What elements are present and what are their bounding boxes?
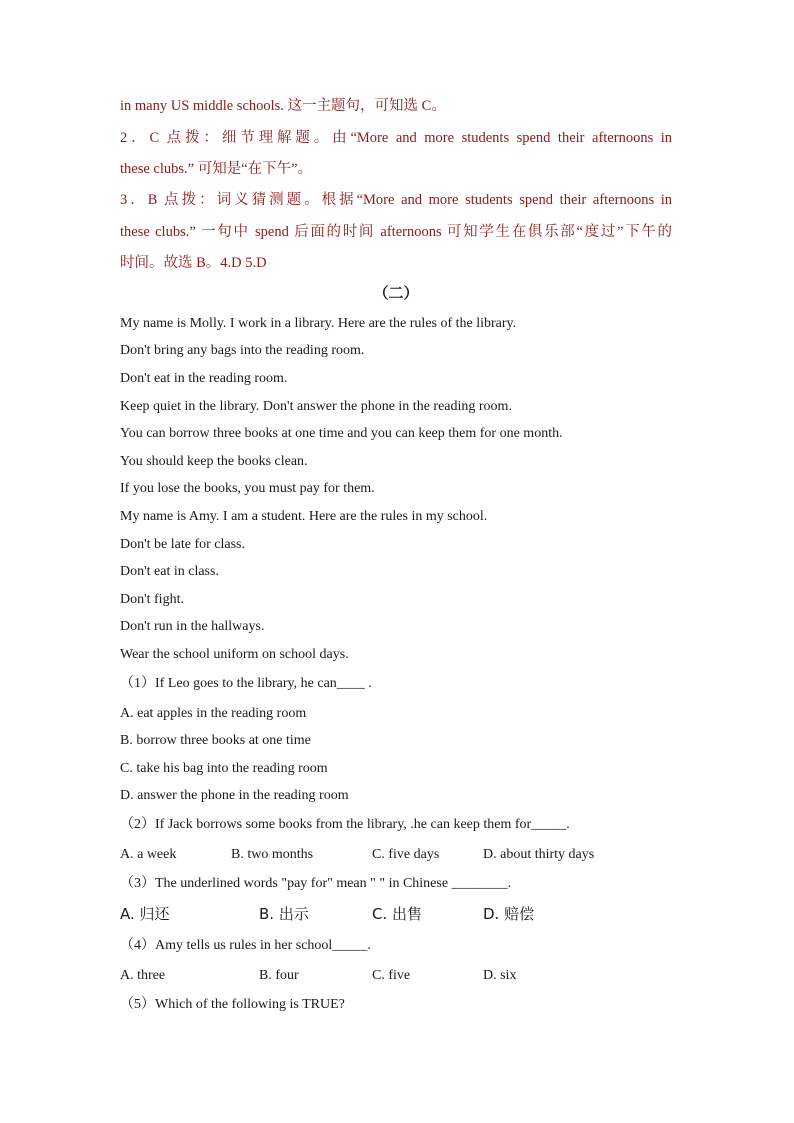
question-3-option-c: C. 出售 (372, 905, 423, 923)
answer-line-5: these clubs.” 一句中 spend 后面的时间 afternoons 可知学生在俱乐部“度过”下午的 (120, 224, 672, 240)
question-4-option-c: C. five (372, 968, 411, 983)
passage-line: If you lose the books, you must pay for them. (120, 481, 375, 496)
section-title: （二） (373, 286, 419, 302)
question-2-stem: （2）If Jack borrows some books from the library, .he can keep them for_____. (120, 817, 570, 832)
answer-line-1: in many US middle schools. 这一主题句，可知选 C。 (120, 98, 446, 114)
question-4-option-b: B. four (259, 968, 299, 983)
question-2-option-d: D. about thirty days (483, 847, 595, 862)
question-1-option-b: B. borrow three books at one time (120, 733, 311, 748)
question-4-option-d: D. six (483, 968, 517, 983)
question-4-stem: （4）Amy tells us rules in her school_____. (120, 938, 371, 953)
answer-line-6: 时间。故选 B。4.D 5.D (120, 255, 267, 271)
passage-line: Don't eat in class. (120, 564, 219, 579)
question-1-option-a: A. eat apples in the reading room (120, 706, 307, 721)
passage-line: You can borrow three books at one time and you can keep them for one month. (120, 426, 563, 441)
passage-line: Don't fight. (120, 592, 184, 607)
question-3-stem: （3）The underlined words "pay for" mean " " in Chinese ________. (120, 876, 512, 891)
question-4-option-a: A. three (120, 968, 166, 983)
passage-line: Wear the school uniform on school days. (120, 647, 349, 662)
question-3-option-d: D. 赔偿 (483, 905, 535, 923)
question-1-option-d: D. answer the phone in the reading room (120, 788, 349, 803)
passage-line: Keep quiet in the library. Don't answer the phone in the reading room. (120, 399, 512, 414)
answer-line-2: 2．C 点拨：细节理解题。由“More and more students spend their afternoons in (120, 130, 672, 146)
question-1-stem: （1）If Leo goes to the library, he can____ . (120, 676, 372, 691)
question-2-option-a: A. a week (120, 847, 177, 862)
answer-line-4: 3．B 点拨：词义猜测题。根据“More and more students spend their afternoons in (120, 192, 672, 208)
question-1-option-c: C. take his bag into the reading room (120, 761, 328, 776)
question-5-stem: （5）Which of the following is TRUE? (120, 997, 345, 1012)
passage-line: You should keep the books clean. (120, 454, 308, 469)
question-3-option-a: A. 归还 (120, 905, 170, 923)
passage-line: My name is Molly. I work in a library. Here are the rules of the library. (120, 316, 517, 331)
question-2-option-b: B. two months (231, 847, 314, 862)
passage-line: Don't be late for class. (120, 537, 245, 552)
question-3-option-b: B. 出示 (259, 905, 309, 923)
passage-line: My name is Amy. I am a student. Here are the rules in my school. (120, 509, 488, 524)
answer-line-3: these clubs.” 可知是“在下午”。 (120, 161, 313, 177)
passage-line: Don't bring any bags into the reading room. (120, 343, 365, 358)
passage-line: Don't run in the hallways. (120, 619, 265, 634)
passage-line: Don't eat in the reading room. (120, 371, 288, 386)
question-2-option-c: C. five days (372, 847, 440, 862)
